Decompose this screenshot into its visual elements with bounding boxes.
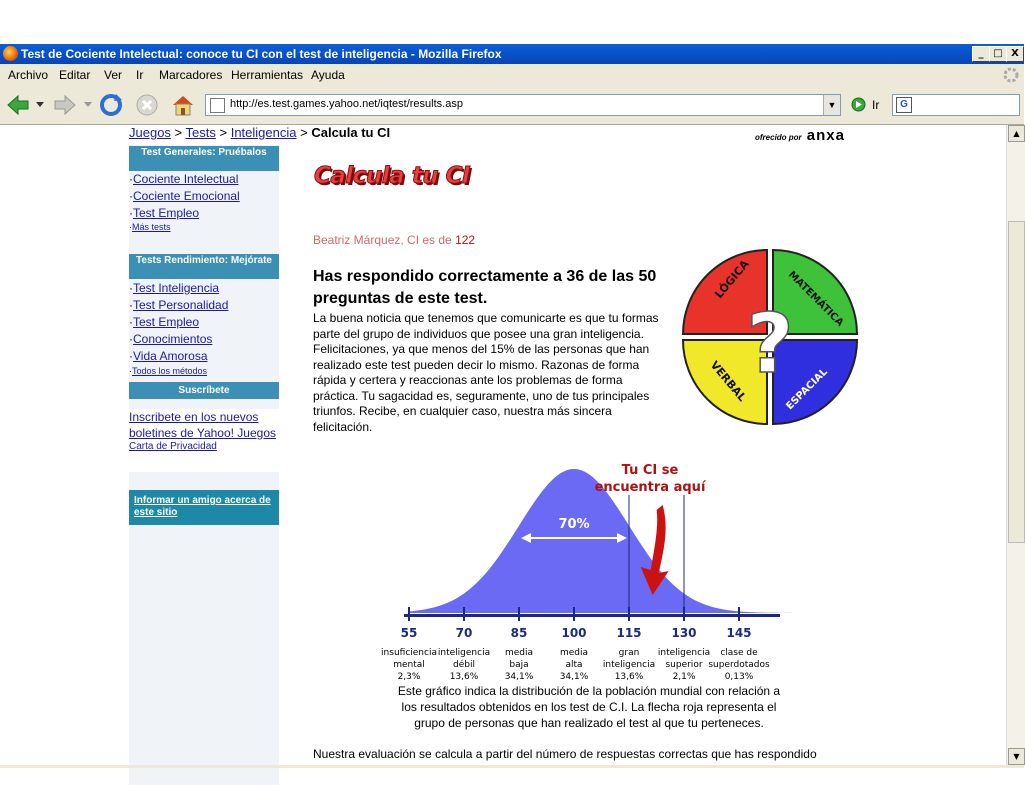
tick-115 [628,607,630,621]
anxa-logo[interactable]: anxa [806,127,845,144]
menu-marcadores[interactable]: Marcadores [159,68,223,82]
tick-label-100: 100 [561,626,587,640]
minimize-button[interactable]: _ [972,46,990,62]
chart-x-axis [404,614,780,617]
breadcrumb-current: Calcula tu CI [311,125,391,140]
privacy-link[interactable]: Carta de Privacidad [129,441,217,452]
scroll-down-icon[interactable]: ▼ [1008,748,1025,765]
page-content [0,125,1006,765]
search-box[interactable] [892,94,1020,116]
tick-label-70: 70 [455,626,473,640]
url-text[interactable]: http://es.test.games.yahoo.net/iqtest/results.asp [230,98,463,110]
close-button[interactable]: X [1006,46,1024,62]
category-1-line-1: débil [453,660,475,670]
category-0-line-0: insuficiencia [381,648,437,658]
scrollbar-thumb[interactable] [1008,221,1025,543]
status-bar [0,765,1024,768]
breadcrumb-separator: > [174,125,183,140]
tick-label-145: 145 [726,626,752,640]
result-title: Has respondido correctamente a 36 de las 50 preguntas de este test. [313,268,657,307]
result-text: La buena noticia que tenemos que comunicarte es que tu formas parte del grupo de individuos que posee una gran inteligencia. Felicitaciones, ya que menos del 15% de las personas que han realizado este test pueden decir lo mismo. Razonas de forma rápida y certera y reaccionas ante los problemas de forma práctica. Tu sagacidad es, seguramente, uno de tus principales triunfos. Recibe, en cualquier caso, nuestra más sincera felicitación. [313,311,659,434]
sidebar-link-test-empleo-2[interactable]: ·Test Empleo [129,315,200,329]
forward-dropdown-icon[interactable] [84,102,92,108]
menu-herramientas[interactable]: Herramientas [231,68,304,82]
tick-70 [463,607,465,621]
iq-distribution-chart [381,455,790,705]
quadrant-label-espacial: ESPACIAL [784,366,830,413]
sidebar-link-test-personalidad[interactable]: ·Test Personalidad [129,298,229,312]
firefox-icon [3,46,18,61]
google-search-icon[interactable]: G [896,97,912,113]
tick-85 [518,607,520,621]
inform-friend-link[interactable]: Informar un amigo acerca de este sitio [134,495,271,518]
quadrant-label-verbal: VERBAL [707,358,749,405]
sidebar-link-test-inteligencia[interactable]: ·Test Inteligencia [129,281,220,295]
band-70-label: 70% [558,517,590,532]
tick-label-55: 55 [400,626,418,640]
tick-145 [738,607,740,621]
category-5-line-1: superior [665,660,703,670]
category-4-line-0: gran [618,648,640,658]
category-2-line-0: media [504,648,534,658]
category-1-line-2: 13,6% [449,672,479,682]
menu-archivo[interactable]: Archivo [8,68,49,82]
annotation-line-2: encuentra aquí [594,480,706,495]
category-6-line-2: 0,13% [724,672,754,682]
url-bar[interactable] [205,94,841,116]
quadrant-label-matematica: MATEMÁTICA [785,269,846,329]
subscribe-box [129,409,279,472]
vertical-scrollbar[interactable] [1006,125,1025,765]
menu-ir[interactable]: Ir [136,68,144,82]
breadcrumb-juegos[interactable]: Juegos [129,125,171,140]
sponsor-prefix: ofrecido por [755,133,802,142]
scroll-up-icon[interactable]: ▲ [1008,125,1025,142]
reload-icon[interactable] [98,92,124,118]
category-4-line-1: inteligencia [602,660,656,670]
category-3-line-2: 34,1% [559,672,589,682]
menu-ayuda[interactable]: Ayuda [311,68,345,82]
annotation-line-1: Tu CI se [621,463,679,478]
menu-bar [0,64,1024,86]
category-6-line-0: clase de [720,648,758,658]
sponsor [755,125,845,144]
category-3-line-0: media [559,648,589,658]
category-0-line-2: 2,3% [397,672,421,682]
tick-55 [408,607,410,621]
category-5-line-2: 2,1% [672,672,696,682]
sidebar-link-test-empleo[interactable]: ·Test Empleo [129,206,200,220]
window-title: Test de Cociente Intelectual: conoce tu CI con el test de inteligencia - Mozilla Firefox [21,47,502,61]
category-4-line-2: 13,6% [614,672,644,682]
menu-ver[interactable]: Ver [104,68,123,82]
sidebar-link-cociente-intelectual[interactable]: ·Cociente Intelectual [129,172,239,186]
sidebar-link-todos-metodos[interactable]: ·Todos los métodos [129,366,208,376]
stop-icon[interactable] [134,92,160,118]
window-title-bar[interactable] [0,44,1024,64]
user-score-prefix: Beatriz Márquez, CI es de [313,233,452,247]
breadcrumb-separator: > [300,125,308,140]
forward-icon[interactable] [52,92,78,118]
tick-label-130: 130 [671,626,697,640]
tick-label-85: 85 [510,626,528,640]
category-2-line-2: 34,1% [504,672,534,682]
subscribe-title: Suscríbete [129,382,279,399]
page-title: Calcula tu CI [314,163,471,189]
back-icon[interactable] [5,92,31,118]
url-dropdown-icon[interactable]: ▼ [823,95,840,115]
go-icon[interactable] [851,97,866,112]
sidebar-link-cociente-emocional[interactable]: ·Cociente Emocional [129,189,240,203]
quadrant-label-logica: LÓGICA [712,257,752,301]
graph-caption: Este gráfico indica la distribución de la población mundial con relación a los resultados obtenidos en los test de C.I. La flecha roja representa el grupo de personas que han realizado el test al que tu perteneces. [397,684,781,730]
breadcrumb-inteligencia[interactable]: Inteligencia [230,125,297,140]
sidebar-link-conocimientos[interactable]: ·Conocimientos [129,332,213,346]
sidebar-section2-title: Tests Rendimiento: Mejórate [129,254,279,279]
category-3-line-1: alta [565,660,583,670]
question-mark-icon: ? [746,297,794,392]
breadcrumb-tests[interactable]: Tests [185,125,216,140]
go-button[interactable]: Ir [872,98,880,112]
breadcrumb [129,125,390,140]
tick-130 [683,607,685,621]
home-icon[interactable] [170,92,196,118]
tick-label-115: 115 [616,626,642,640]
page-icon [210,98,225,113]
sidebar-section1-title: Test Generales: Pruébalos [129,146,279,171]
navigation-toolbar [0,86,1024,125]
iq-score: 122 [455,233,476,247]
subscribe-link[interactable]: Inscribete en los nuevos boletines de Yahoo! Juegos [129,410,277,440]
category-1-line-0: inteligencia [437,648,491,658]
category-0-line-1: mental [393,660,425,670]
tick-100 [573,607,575,621]
category-5-line-0: inteligencia [657,648,711,658]
footer-text: Nuestra evaluación se calcula a partir del número de respuestas correctas que has respondido [313,747,817,761]
inform-friend-box [129,490,279,525]
category-2-line-1: baja [509,660,529,670]
throbber-icon [1002,66,1020,84]
back-dropdown-icon[interactable] [36,102,44,108]
sidebar-link-vida-amorosa[interactable]: ·Vida Amorosa [129,349,208,363]
breadcrumb-separator: > [219,125,228,140]
category-6-line-1: superdotados [708,660,770,670]
user-score-line [313,233,475,247]
menu-editar[interactable]: Editar [59,68,91,82]
maximize-button[interactable]: □ [989,46,1007,62]
sidebar-link-mas-tests[interactable]: ·Más tests [129,222,171,232]
iq-quadrant-logo [680,247,860,427]
